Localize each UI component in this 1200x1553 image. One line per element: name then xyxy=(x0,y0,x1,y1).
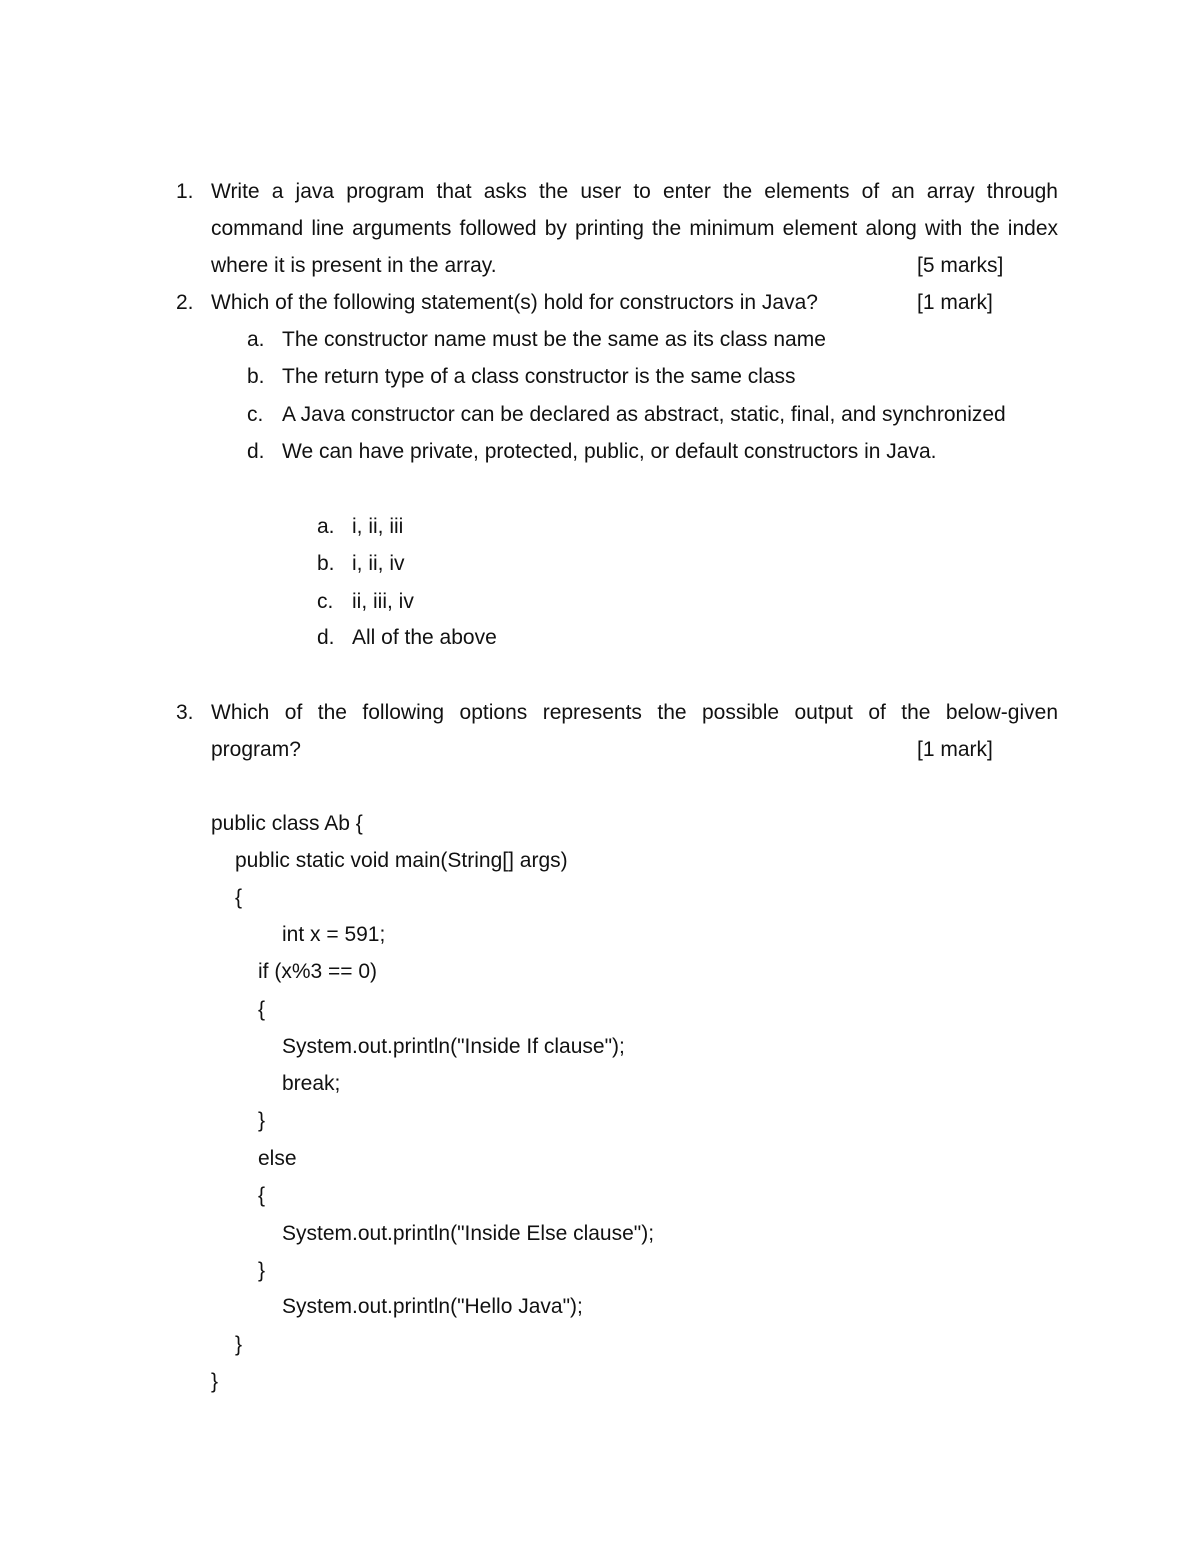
question-text-line: program? xyxy=(211,738,301,761)
code-line: System.out.println("Inside Else clause"); xyxy=(282,1222,655,1245)
statement-label: a. xyxy=(247,328,265,351)
code-line: System.out.println("Hello Java"); xyxy=(282,1295,583,1318)
statement-text: We can have private, protected, public, or default constructors in Java. xyxy=(282,440,937,463)
code-line: else xyxy=(258,1147,297,1170)
option-text: i, ii, iii xyxy=(352,515,404,538)
option-label: c. xyxy=(317,590,334,613)
option-label: d. xyxy=(317,626,335,649)
option-label: b. xyxy=(317,552,335,575)
code-line: int x = 591; xyxy=(282,923,386,946)
code-line: } xyxy=(258,1109,266,1132)
marks-label: [5 marks] xyxy=(917,254,1004,277)
option-text: ii, iii, iv xyxy=(352,590,414,613)
code-line: if (x%3 == 0) xyxy=(258,960,378,983)
code-line: System.out.println("Inside If clause"); xyxy=(282,1035,625,1058)
code-line: { xyxy=(258,1184,266,1207)
question-text-line: where it is present in the array. xyxy=(211,254,497,277)
question-number: 2. xyxy=(176,291,194,314)
code-line: { xyxy=(235,886,243,909)
code-line: } xyxy=(235,1333,243,1356)
code-line: public static void main(String[] args) xyxy=(235,849,568,872)
question-text-line: command line arguments followed by printing the minimum element along with the index xyxy=(211,217,1058,240)
code-line: } xyxy=(211,1370,219,1393)
code-line: break; xyxy=(282,1072,341,1095)
statement-label: d. xyxy=(247,440,265,463)
option-label: a. xyxy=(317,515,335,538)
statement-text: A Java constructor can be declared as abstract, static, final, and synchronized xyxy=(282,403,1006,426)
option-text: All of the above xyxy=(352,626,497,649)
question-text-line: Write a java program that asks the user to enter the elements of an array through xyxy=(211,180,1058,203)
code-line: } xyxy=(258,1259,266,1282)
question-text-line: Which of the following options represents the possible output of the below-given xyxy=(211,701,1058,724)
question-text: Which of the following statement(s) hold for constructors in Java? xyxy=(211,291,818,314)
question-number: 3. xyxy=(176,701,194,724)
code-line: public class Ab { xyxy=(211,812,363,835)
question-number: 1. xyxy=(176,180,194,203)
code-line: { xyxy=(258,998,266,1021)
marks-label: [1 mark] xyxy=(917,291,993,314)
statement-text: The constructor name must be the same as its class name xyxy=(282,328,826,351)
statement-label: b. xyxy=(247,365,265,388)
marks-label: [1 mark] xyxy=(917,738,993,761)
statement-text: The return type of a class constructor is the same class xyxy=(282,365,796,388)
option-text: i, ii, iv xyxy=(352,552,405,575)
statement-label: c. xyxy=(247,403,264,426)
